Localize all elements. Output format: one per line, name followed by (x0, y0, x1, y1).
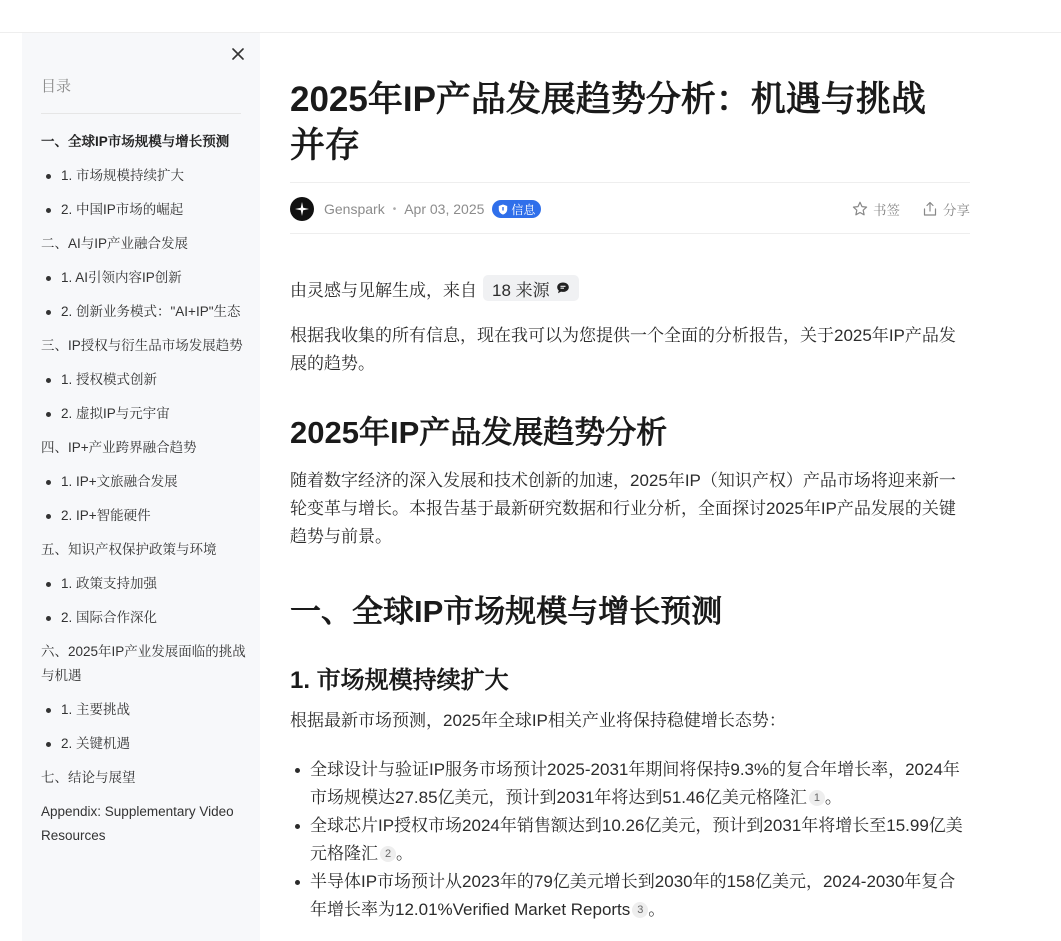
subsection-1-paragraph: 根据最新市场预测，2025年全球IP相关产业将保持稳健增长态势： (290, 711, 786, 730)
toc-divider (41, 113, 241, 114)
toc-item-section-1[interactable]: 一、全球IP市场规模与增长预测 (41, 134, 230, 149)
toc-item-appendix[interactable]: Appendix: Supplementary Video Resources (41, 804, 234, 843)
toc-item-licensing-model[interactable]: 1. 授权模式创新 (41, 363, 246, 397)
toc-item-section-4[interactable]: 四、IP+产业跨界融合趋势 (41, 440, 197, 455)
toc-item-virtual-ip[interactable]: 2. 虚拟IP与元宇宙 (41, 397, 246, 431)
meta-divider-top (290, 182, 970, 183)
list-item-text: 全球芯片IP授权市场2024年销售额达到10.26亿美元，预计到2031年将增长至15.99亿美元格隆汇 (310, 816, 963, 863)
toc-sidebar (22, 33, 260, 941)
list-item-end: 。 (396, 844, 413, 863)
star-icon (852, 201, 868, 217)
toc-list (41, 125, 246, 853)
sources-line (290, 275, 579, 301)
list-item (290, 868, 970, 924)
toc-item-ip-hardware[interactable]: 2. IP+智能硬件 (41, 499, 246, 533)
toc-item-ip-tourism[interactable]: 1. IP+文旅融合发展 (41, 465, 246, 499)
info-badge (492, 200, 541, 218)
list-item (290, 812, 970, 868)
section-1-heading: 一、全球IP市场规模与增长预测 (290, 594, 723, 629)
share-icon (922, 201, 938, 217)
chat-bubble-icon (556, 281, 570, 295)
toc-item-intl-cooperation[interactable]: 2. 国际合作深化 (41, 601, 246, 635)
top-bar (0, 0, 1061, 33)
bookmark-button[interactable] (852, 199, 900, 219)
publish-date: Apr 03, 2025 (404, 201, 485, 217)
sources-chip-label: 18 来源 (492, 280, 550, 300)
bookmark-label: 书签 (873, 203, 900, 218)
list-item-text: 半导体IP市场预计从2023年的79亿美元增长到2030年的158亿美元，2024-2030年复合年增长率为12.01%Verified Market Reports (310, 872, 956, 919)
toc-item-main-challenges[interactable]: 1. 主要挑战 (41, 693, 246, 727)
market-bullets (290, 756, 970, 924)
citation-badge[interactable]: 3 (632, 902, 648, 918)
author-name[interactable]: Genspark (324, 201, 385, 217)
list-item-end: 。 (648, 900, 666, 919)
toc-item-key-opportunities[interactable]: 2. 关键机遇 (41, 727, 246, 761)
toc-item-market-scale[interactable]: 1. 市场规模持续扩大 (41, 159, 246, 193)
sources-chip[interactable] (483, 275, 579, 301)
meta-separator: • (392, 203, 397, 215)
toc-item-ai-ip-ecosystem[interactable]: 2. 创新业务模式："AI+IP"生态 (41, 295, 246, 329)
meta-divider-bottom (290, 233, 970, 234)
toc-item-section-7[interactable]: 七、结论与展望 (41, 770, 136, 785)
subsection-1-heading: 1. 市场规模持续扩大 (290, 667, 509, 694)
intro-paragraph: 根据我收集的所有信息，现在我可以为您提供一个全面的分析报告，关于2025年IP产品发展的趋势。 (290, 326, 956, 373)
sources-prefix: 由灵感与见解生成，来自 (290, 280, 477, 300)
toc-item-section-6[interactable]: 六、2025年IP产业发展面临的挑战与机遇 (41, 644, 246, 683)
share-label: 分享 (943, 203, 970, 218)
citation-badge[interactable]: 1 (809, 790, 825, 806)
toc-item-section-3[interactable]: 三、IP授权与衍生品市场发展趋势 (41, 338, 243, 353)
list-item-end: 。 (824, 788, 842, 807)
article-title: 2025年IP产品发展趋势分析：机遇与挑战并存 (290, 80, 926, 165)
shield-icon (498, 204, 508, 215)
article-actions (852, 199, 970, 219)
close-icon[interactable] (227, 43, 249, 65)
toc-title: 目录 (41, 78, 72, 95)
list-item-text: 全球设计与验证IP服务市场预计2025-2031年期间将保持9.3%的复合年增长率，2024年市场规模达27.85亿美元，预计到2031年将达到51.46亿美元格隆汇 (310, 760, 960, 807)
toc-item-section-5[interactable]: 五、知识产权保护政策与环境 (41, 542, 217, 557)
toc-item-ai-innovation[interactable]: 1. AI引领内容IP创新 (41, 261, 246, 295)
citation-badge[interactable]: 2 (380, 846, 396, 862)
main-paragraph: 随着数字经济的深入发展和技术创新的加速，2025年IP（知识产权）产品市场将迎来新一轮变革与增长。本报告基于最新研究数据和行业分析，全面探讨2025年IP产品发展的关键趋势与前景。 (290, 471, 956, 546)
info-badge-label: 信息 (511, 202, 536, 217)
toc-item-policy-support[interactable]: 1. 政策支持加强 (41, 567, 246, 601)
toc-item-section-2[interactable]: 二、AI与IP产业融合发展 (41, 236, 189, 251)
list-item (290, 756, 970, 812)
article-meta (290, 196, 970, 222)
author-avatar (290, 197, 314, 221)
main-heading: 2025年IP产品发展趋势分析 (290, 415, 668, 450)
toc-item-china-rise[interactable]: 2. 中国IP市场的崛起 (41, 193, 246, 227)
share-button[interactable] (922, 199, 970, 219)
